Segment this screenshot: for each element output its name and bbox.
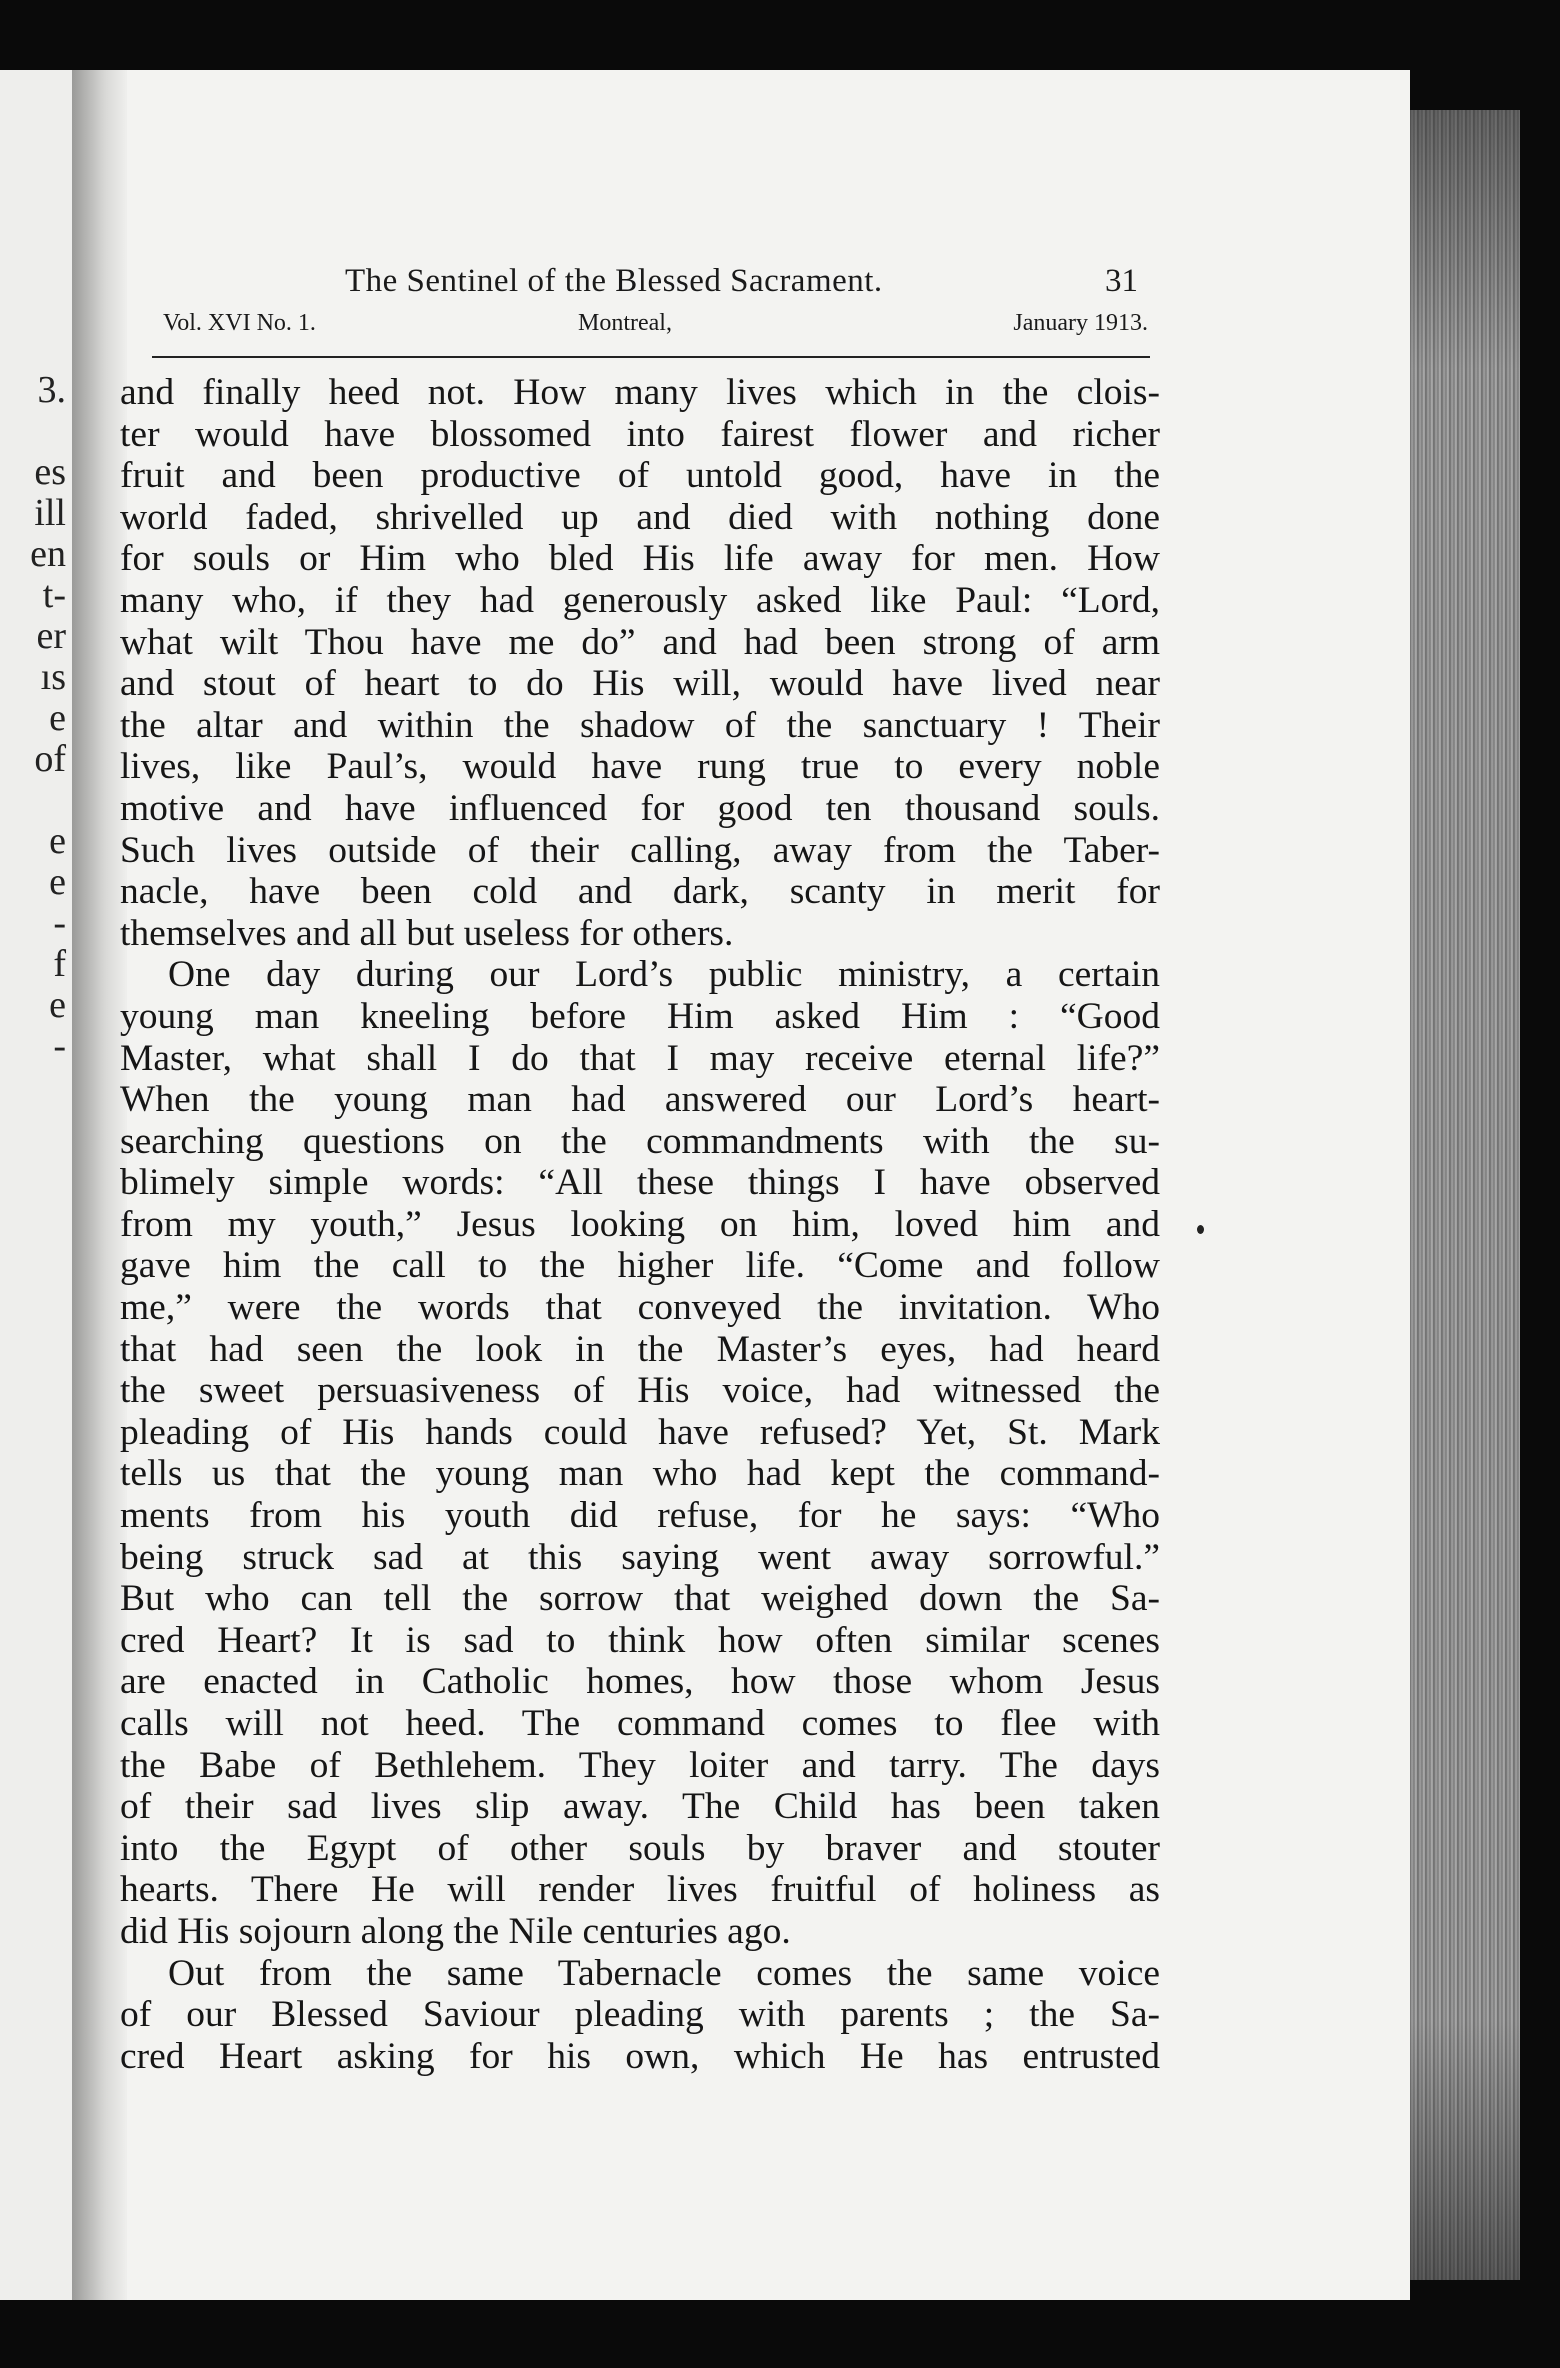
left-fragment: e (49, 861, 66, 903)
left-fragment: - (53, 902, 66, 944)
left-fragment: er (36, 615, 66, 657)
text-line: the sweet persuasiveness of His voice, had witnessed the (120, 1370, 1160, 1412)
text-line: searching questions on the commandments with the su- (120, 1120, 1160, 1162)
text-line: When the young man had answered our Lord’s heart- (120, 1079, 1160, 1121)
text-line: themselves and all but useless for others. (120, 912, 734, 954)
header-rule (152, 356, 1150, 358)
left-fragment: 3. (37, 369, 66, 411)
margin-speck (1197, 1225, 1204, 1234)
text-line: fruit and been productive of untold good, have in the (120, 455, 1160, 497)
text-line: world faded, shrivelled up and died with nothing done (120, 496, 1160, 538)
text-line: ments from his youth did refuse, for he says: “Who (120, 1495, 1160, 1537)
running-header-title: The Sentinel of the Blessed Sacrament. (345, 263, 883, 299)
left-fragment: e (49, 984, 66, 1026)
left-fragment: ill (34, 492, 66, 534)
text-line: hearts. There He will render lives fruitful of holiness as (120, 1869, 1160, 1911)
text-line: from my youth,” Jesus looking on him, loved him and (120, 1203, 1160, 1245)
text-line: ter would have blossomed into fairest flower and richer (120, 413, 1160, 455)
text-line: for souls or Him who bled His life away for men. How (120, 538, 1160, 580)
left-fragment: of (34, 738, 66, 780)
text-line: are enacted in Catholic homes, how those whom Jesus (120, 1661, 1160, 1703)
text-line: did His sojourn along the Nile centuries ago. (120, 1910, 791, 1952)
left-fragment: - (53, 1025, 66, 1067)
text-line: what wilt Thou have me do” and had been strong of arm (120, 621, 1160, 663)
book-gutter (72, 70, 127, 2300)
left-fragment: ıs (40, 656, 66, 698)
text-line: me,” were the words that conveyed the invitation. Who (120, 1287, 1160, 1329)
left-fragment: t- (42, 574, 66, 616)
text-line: calls will not heed. The command comes to flee with (120, 1703, 1160, 1744)
volume-label: Vol. XVI No. 1. (163, 310, 316, 336)
text-line: blimely simple words: “All these things I have observed (120, 1162, 1160, 1204)
left-fragment (0, 780, 66, 821)
text-line: motive and have influenced for good ten thousand souls. (120, 787, 1160, 829)
left-fragment: en (30, 533, 66, 575)
text-line: that had seen the look in the Master’s eyes, had heard (120, 1328, 1160, 1370)
text-line: into the Egypt of other souls by braver and stouter (120, 1827, 1160, 1869)
body-text (120, 372, 1160, 2077)
text-line: and finally heed not. How many lives which in the clois- (120, 372, 1160, 413)
text-line: Such lives outside of their calling, away from the Taber- (120, 829, 1160, 871)
page-number: 31 (1105, 263, 1138, 299)
text-line: being struck sad at this saying went away sorrowful.” (120, 1536, 1160, 1578)
city-label: Montreal, (578, 310, 672, 336)
text-line: tells us that the young man who had kept the command- (120, 1453, 1160, 1495)
text-line: many who, if they had generously asked like Paul: “Lord, (120, 579, 1160, 621)
text-line: But who can tell the sorrow that weighed down the Sa- (120, 1578, 1160, 1620)
text-line: lives, like Paul’s, would have rung true to every noble (120, 746, 1160, 788)
text-line: cred Heart? It is sad to think how often similar scenes (120, 1619, 1160, 1661)
left-fragment: es (34, 451, 66, 493)
text-line: of their sad lives slip away. The Child has been taken (120, 1786, 1160, 1828)
text-line: pleading of His hands could have refused? Yet, St. Mark (120, 1411, 1160, 1453)
text-line: the Babe of Bethlehem. They loiter and tarry. The days (120, 1744, 1160, 1786)
running-header-subline (163, 310, 1148, 350)
text-line: of our Blessed Saviour pleading with parents ; the Sa- (120, 1994, 1160, 2036)
text-line: the altar and within the shadow of the sanctuary ! Their (120, 704, 1160, 746)
text-line: Master, what shall I do that I may receive eternal life?” (120, 1037, 1160, 1079)
left-fragment (0, 411, 66, 452)
page-edges-shadow (1410, 110, 1520, 2280)
text-line: young man kneeling before Him asked Him : “Good (120, 995, 1160, 1037)
left-fragment: f (53, 943, 66, 985)
left-fragment: e (49, 697, 66, 739)
left-fragment: e (49, 820, 66, 862)
text-line: One day during our Lord’s public ministry, a certain (168, 954, 1160, 996)
text-line: and stout of heart to do His will, would have lived near (120, 663, 1160, 705)
left-facing-page (0, 70, 72, 2300)
left-page-text-fragments (0, 370, 72, 1067)
date-label: January 1913. (1013, 310, 1148, 336)
text-line: cred Heart asking for his own, which He has entrusted (120, 2035, 1160, 2077)
text-line: Out from the same Tabernacle comes the same voice (168, 1952, 1160, 1994)
text-line: gave him the call to the higher life. “Come and follow (120, 1245, 1160, 1287)
text-line: nacle, have been cold and dark, scanty in merit for (120, 871, 1160, 913)
